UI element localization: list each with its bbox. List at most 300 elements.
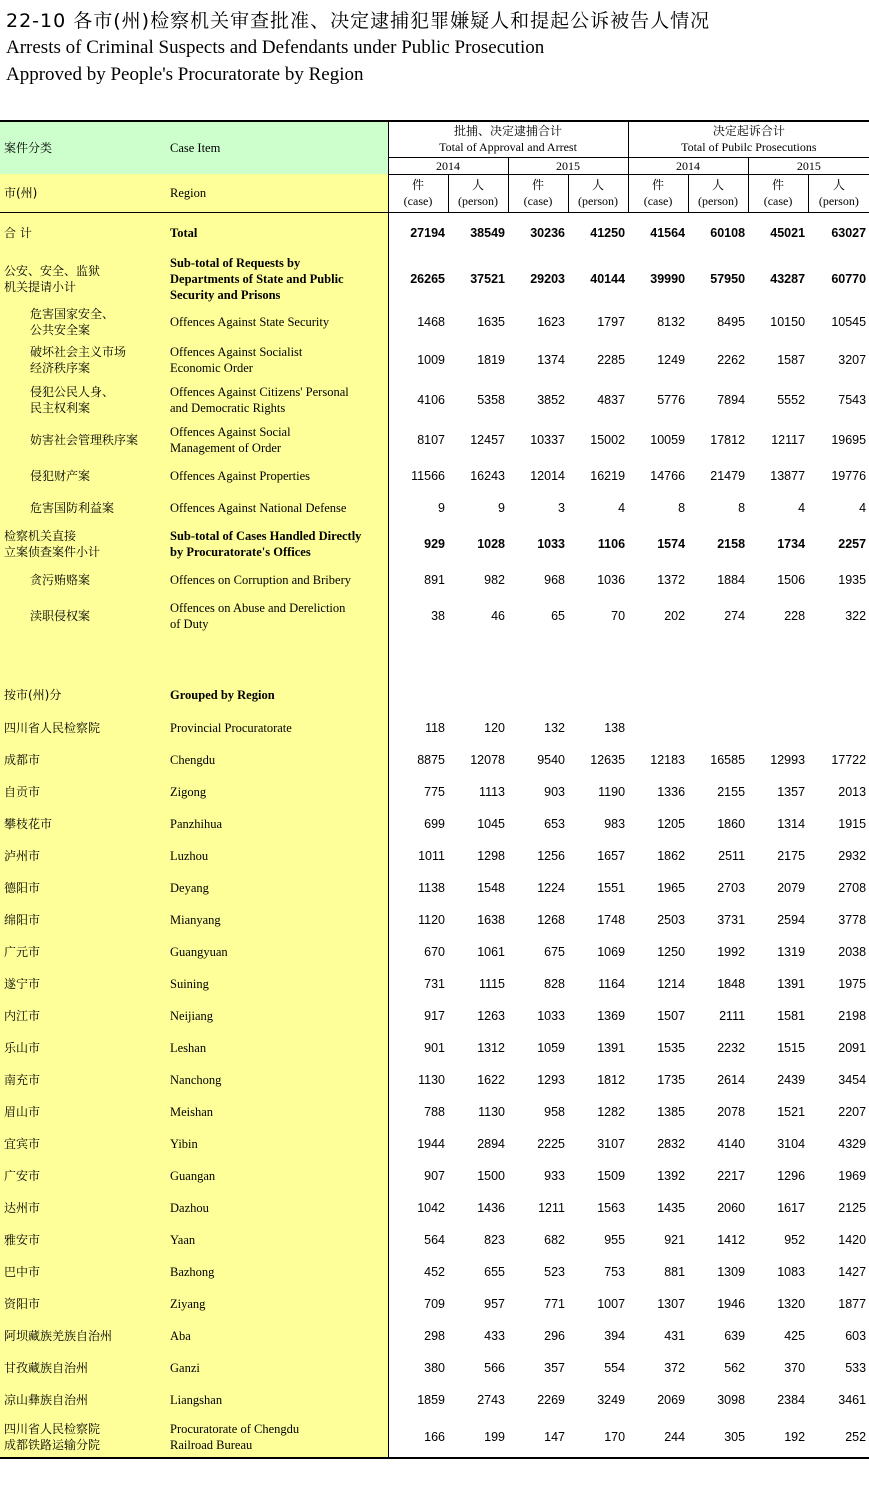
row-label-en: Guangan <box>166 1160 388 1192</box>
table-cell: 1944 <box>388 1128 448 1160</box>
table-cell: 1205 <box>657 817 686 831</box>
table-cell: 3 <box>558 501 565 515</box>
row-label-zh: 攀枝花市 <box>0 808 166 840</box>
table-cell: 170 <box>568 1416 628 1458</box>
table-cell: 731 <box>388 968 448 1000</box>
table-cell: 1282 <box>597 1105 626 1119</box>
header-unit-case <box>748 174 808 212</box>
table-cell: 653 <box>544 817 565 831</box>
table-cell: 19695 <box>831 433 867 447</box>
table-cell: 1374 <box>537 353 565 367</box>
row-label-zh: 成都市 <box>0 744 166 776</box>
table-cell: 952 <box>784 1233 806 1247</box>
table-cell: 2594 <box>777 913 806 927</box>
table-cell: 38 <box>388 596 448 636</box>
table-cell: 2125 <box>838 1201 867 1215</box>
table-cell: 753 <box>604 1265 626 1279</box>
row-label-en: Provincial Procuratorate <box>166 712 388 744</box>
table-cell: 60770 <box>831 272 867 286</box>
table-cell: 1935 <box>838 573 867 587</box>
table-cell: 40144 <box>590 272 626 286</box>
header-case-item-en: Case Item <box>166 121 388 174</box>
table-cell: 771 <box>544 1297 565 1311</box>
table-cell: 30236 <box>530 226 565 241</box>
table-cell: 2932 <box>838 849 867 863</box>
table-cell: 9 <box>388 492 448 524</box>
table-row <box>0 1032 869 1064</box>
table-cell: 533 <box>845 1361 867 1375</box>
table-cell: 1734 <box>777 537 806 551</box>
row-label-en: Offences Against State Security <box>166 304 388 340</box>
table-row <box>0 1224 869 1256</box>
row-label-en: Offences Against Socialist Economic Order <box>166 340 388 380</box>
row-label-zh: 甘孜藏族自治州 <box>0 1352 166 1384</box>
table-row <box>0 776 869 808</box>
table-cell: 1130 <box>478 1105 505 1119</box>
table-cell: 452 <box>388 1256 448 1288</box>
table-cell: 1312 <box>477 1041 505 1055</box>
table-cell: 8 <box>738 501 746 515</box>
table-cell: 12993 <box>770 753 806 767</box>
table-cell: 1435 <box>657 1201 686 1215</box>
table-row <box>0 1096 869 1128</box>
row-label-en: Guangyuan <box>166 936 388 968</box>
table-cell: 1130 <box>388 1064 448 1096</box>
table-cell: 199 <box>448 1416 508 1458</box>
header-region-en: Region <box>166 174 388 212</box>
table-cell: 2111 <box>719 1009 746 1023</box>
header-region-zh: 市(州) <box>0 174 166 212</box>
table-cell: 1296 <box>777 1169 806 1183</box>
table-cell <box>448 678 508 712</box>
table-cell: 2503 <box>657 913 686 927</box>
table-row <box>0 1320 869 1352</box>
table-cell: 5776 <box>657 393 686 407</box>
table-header <box>0 121 869 212</box>
table-cell: 1969 <box>838 1169 867 1183</box>
row-label-zh: 四川省人民检察院 <box>0 712 166 744</box>
table-cell <box>808 712 869 744</box>
table-cell: 2269 <box>537 1393 565 1407</box>
table-cell: 1385 <box>657 1105 686 1119</box>
table-row <box>0 636 869 678</box>
header-group-prosecution-en: Total of Pubilc Prosecutions <box>681 140 817 155</box>
table-cell: 1115 <box>479 977 505 991</box>
table-cell: 12014 <box>530 469 565 483</box>
table-cell: 1028 <box>477 537 505 551</box>
table-cell: 202 <box>664 609 686 623</box>
row-label-zh: 绵阳市 <box>0 904 166 936</box>
table-cell: 554 <box>604 1361 626 1375</box>
table-cell: 8 <box>678 501 686 515</box>
row-label-en: Meishan <box>166 1096 388 1128</box>
table-cell: 3461 <box>838 1393 867 1407</box>
table-cell: 10545 <box>831 315 867 329</box>
table-title-zh: 22-10 各市(州)检察机关审查批准、决定逮捕犯罪嫌疑人和提起公诉被告人情况 <box>6 10 711 32</box>
table-cell: 1965 <box>657 881 686 895</box>
table-cell: 13877 <box>770 469 806 483</box>
header-unit-case <box>628 174 688 212</box>
table-cell: 12078 <box>470 753 505 767</box>
table-cell: 1946 <box>717 1297 746 1311</box>
table-cell: 1581 <box>777 1009 806 1023</box>
table-row <box>0 1000 869 1032</box>
row-label-zh: 危害国家安全、 公共安全案 <box>0 304 166 340</box>
table-cell: 39990 <box>650 272 686 286</box>
table-row <box>0 304 869 340</box>
table-cell: 2832 <box>657 1137 686 1151</box>
table-cell: 19776 <box>831 469 867 483</box>
table-cell: 4 <box>798 501 806 515</box>
table-cell: 1622 <box>477 1073 505 1087</box>
table-cell: 1120 <box>388 904 448 936</box>
table-cell <box>808 636 869 678</box>
table-cell: 431 <box>664 1329 686 1343</box>
table-cell: 10150 <box>770 315 806 329</box>
table-cell: 2257 <box>838 537 867 551</box>
table-row <box>0 340 869 380</box>
row-label-en: Dazhou <box>166 1192 388 1224</box>
table-cell: 9 <box>498 501 505 515</box>
table-cell: 929 <box>388 524 448 564</box>
table-cell: 1521 <box>777 1105 806 1119</box>
header-group-prosecution-zh: 决定起诉合计 <box>712 124 785 139</box>
table-cell: 1735 <box>657 1073 686 1087</box>
table-cell: 394 <box>604 1329 626 1343</box>
table-cell: 955 <box>604 1233 626 1247</box>
table-cell <box>388 636 448 678</box>
row-label-zh: 检察机关直接 立案侦查案件小计 <box>0 524 166 564</box>
table-cell: 1263 <box>477 1009 505 1023</box>
table-cell: 1436 <box>477 1201 505 1215</box>
row-label-zh: 遂宁市 <box>0 968 166 1000</box>
table-cell: 1164 <box>598 977 626 991</box>
table-cell: 566 <box>484 1361 505 1375</box>
table-cell: 1250 <box>657 945 686 959</box>
row-label-en: Bazhong <box>166 1256 388 1288</box>
table-cell: 274 <box>724 609 746 623</box>
table-cell: 138 <box>604 721 626 735</box>
header-unit-person-zh: 人 <box>471 178 484 192</box>
row-label-zh: 内江市 <box>0 1000 166 1032</box>
row-label-en: Total <box>166 212 388 254</box>
header-unit-case-en: (case) <box>763 194 793 208</box>
table-cell: 1036 <box>597 573 626 587</box>
table-cell: 4 <box>859 501 867 515</box>
row-label-zh: 凉山彝族自治州 <box>0 1384 166 1416</box>
table-cell: 70 <box>611 609 626 623</box>
table-cell: 1320 <box>777 1297 806 1311</box>
table-cell: 12635 <box>590 753 626 767</box>
table-cell <box>688 712 748 744</box>
table-cell: 2013 <box>838 785 867 799</box>
table-cell: 1298 <box>477 849 505 863</box>
table-cell: 65 <box>551 609 565 623</box>
table-cell: 433 <box>484 1329 505 1343</box>
table-cell: 3249 <box>597 1393 626 1407</box>
table-cell: 881 <box>664 1265 686 1279</box>
table-cell: 5552 <box>777 393 806 407</box>
header-unit-person-zh: 人 <box>832 178 845 192</box>
table-cell: 968 <box>544 573 565 587</box>
table-cell: 10337 <box>530 433 565 447</box>
table-cell: 1515 <box>777 1041 806 1055</box>
table-cell: 8875 <box>388 744 448 776</box>
table-cell: 192 <box>748 1416 808 1458</box>
row-label-en: Panzhihua <box>166 808 388 840</box>
table-row <box>0 596 869 636</box>
table-cell <box>568 636 628 678</box>
row-label-en: Offences Against Citizens' Personal and Democratic Rights <box>166 380 388 420</box>
table-cell: 2069 <box>657 1393 686 1407</box>
table-cell: 1812 <box>597 1073 626 1087</box>
row-label-en: Mianyang <box>166 904 388 936</box>
table-cell: 1357 <box>777 785 806 799</box>
table-cell: 1468 <box>388 304 448 340</box>
table-cell: 372 <box>664 1361 686 1375</box>
row-label-en: Grouped by Region <box>166 678 388 712</box>
table-cell: 903 <box>544 785 565 799</box>
table-cell <box>568 678 628 712</box>
table-cell: 16585 <box>710 753 746 767</box>
row-label-en: Luzhou <box>166 840 388 872</box>
header-unit-case-en: (case) <box>523 194 553 208</box>
table-cell: 1877 <box>838 1297 867 1311</box>
header-unit-person-en: (person) <box>818 194 859 208</box>
table-cell: 1083 <box>777 1265 806 1279</box>
table-cell: 4837 <box>597 393 626 407</box>
table-row <box>0 380 869 420</box>
table-cell: 670 <box>388 936 448 968</box>
header-group-arrest-en: Total of Approval and Arrest <box>439 140 577 155</box>
header-group-arrest <box>388 121 628 157</box>
table-cell: 1069 <box>597 945 626 959</box>
table-cell: 2175 <box>777 849 806 863</box>
table-cell: 1256 <box>537 849 565 863</box>
table-title-en-line2: Approved by People's Procuratorate by Region <box>6 64 364 85</box>
table-cell <box>628 678 688 712</box>
table-cell: 1617 <box>777 1201 806 1215</box>
table-cell: 1314 <box>777 817 806 831</box>
table-row <box>0 678 869 712</box>
table-row <box>0 1416 869 1458</box>
table-cell: 38549 <box>470 226 505 241</box>
table-cell <box>748 636 808 678</box>
table-cell: 252 <box>808 1416 869 1458</box>
table-cell: 2439 <box>777 1073 806 1087</box>
table-cell: 41250 <box>590 226 626 241</box>
table-cell: 1819 <box>477 353 505 367</box>
table-cell: 2225 <box>537 1137 565 1151</box>
table-row <box>0 936 869 968</box>
table-cell: 1293 <box>537 1073 565 1087</box>
row-label-en: Leshan <box>166 1032 388 1064</box>
header-unit-case-zh: 件 <box>411 178 424 192</box>
table-cell: 46 <box>491 609 505 623</box>
table-cell: 118 <box>388 712 448 744</box>
table-row <box>0 460 869 492</box>
row-label-en: Procuratorate of Chengdu Railroad Bureau <box>166 1416 388 1458</box>
table-cell <box>508 678 568 712</box>
table-cell <box>388 678 448 712</box>
header-unit-person <box>808 174 869 212</box>
table-cell: 4 <box>618 501 626 515</box>
table-cell: 2217 <box>717 1169 746 1183</box>
table-cell: 2703 <box>717 881 746 895</box>
table-cell: 37521 <box>470 272 505 286</box>
table-cell: 2079 <box>777 881 806 895</box>
table-cell: 357 <box>544 1361 565 1375</box>
table-cell: 10059 <box>650 433 686 447</box>
table-cell: 901 <box>388 1032 448 1064</box>
row-label-en: Offences Against Social Management of Order <box>166 420 388 460</box>
table-cell: 982 <box>484 573 505 587</box>
row-label-zh: 阿坝藏族羌族自治州 <box>0 1320 166 1352</box>
table-row <box>0 904 869 936</box>
table-cell: 9540 <box>537 753 565 767</box>
table-cell: 7543 <box>838 393 867 407</box>
row-label-en: Zigong <box>166 776 388 808</box>
table-cell: 1007 <box>597 1297 626 1311</box>
table-cell: 3107 <box>597 1137 626 1151</box>
table-cell: 228 <box>784 609 806 623</box>
table-cell: 4140 <box>717 1137 746 1151</box>
row-label-zh: 四川省人民检察院 成都铁路运输分院 <box>0 1416 166 1458</box>
header-unit-person-en: (person) <box>458 194 498 208</box>
row-label-zh: 侵犯公民人身、 民主权利案 <box>0 380 166 420</box>
row-label-en: Liangshan <box>166 1384 388 1416</box>
table-cell: 1042 <box>388 1192 448 1224</box>
header-unit-case-zh: 件 <box>652 178 665 192</box>
table-cell: 1848 <box>717 977 746 991</box>
table-cell: 1224 <box>537 881 565 895</box>
table-cell <box>628 712 688 744</box>
table-cell: 244 <box>628 1416 688 1458</box>
table-cell: 1009 <box>388 340 448 380</box>
header-unit-case-zh: 件 <box>531 178 544 192</box>
table-cell: 3778 <box>838 913 867 927</box>
table-cell: 380 <box>388 1352 448 1384</box>
table-cell: 8495 <box>717 315 746 329</box>
table-cell: 322 <box>845 609 867 623</box>
table-cell: 1307 <box>657 1297 686 1311</box>
table-cell: 21479 <box>710 469 746 483</box>
table-cell <box>808 678 869 712</box>
table-cell <box>748 678 808 712</box>
header-unit-case-zh: 件 <box>772 178 785 192</box>
table-cell: 7894 <box>717 393 746 407</box>
row-label-zh: 破坏社会主义市场 经济秩序案 <box>0 340 166 380</box>
table-cell: 1369 <box>597 1009 626 1023</box>
row-label-zh: 合 计 <box>0 212 166 254</box>
table-cell: 1860 <box>717 817 746 831</box>
table-cell: 2708 <box>838 881 867 895</box>
table-cell: 1427 <box>838 1265 867 1279</box>
table-cell: 3454 <box>838 1073 867 1087</box>
table-cell: 2384 <box>777 1393 806 1407</box>
row-label-zh: 广元市 <box>0 936 166 968</box>
table-cell: 1336 <box>657 785 686 799</box>
table-cell: 2232 <box>717 1041 746 1055</box>
table-cell: 29203 <box>530 272 565 286</box>
header-case-item-zh: 案件分类 <box>0 121 166 174</box>
table-row <box>0 492 869 524</box>
table-cell: 1113 <box>479 785 505 799</box>
row-label-zh: 公安、安全、监狱 机关提请小计 <box>0 254 166 304</box>
table-cell: 1391 <box>597 1041 626 1055</box>
table-cell: 370 <box>784 1361 806 1375</box>
table-cell: 1309 <box>717 1265 746 1279</box>
table-cell: 1033 <box>537 537 565 551</box>
table-cell: 1214 <box>657 977 686 991</box>
row-label-zh: 巴中市 <box>0 1256 166 1288</box>
table-row <box>0 840 869 872</box>
table-row <box>0 212 869 254</box>
table-cell: 655 <box>484 1265 505 1279</box>
table-cell: 1563 <box>597 1201 626 1215</box>
table-body <box>0 212 869 1458</box>
table-cell: 45021 <box>770 226 806 241</box>
table-cell: 1138 <box>388 872 448 904</box>
table-row <box>0 712 869 744</box>
row-label-zh <box>0 636 166 678</box>
table-cell: 828 <box>544 977 565 991</box>
table-cell <box>748 712 808 744</box>
row-label-en: Deyang <box>166 872 388 904</box>
table-cell: 12117 <box>771 433 806 447</box>
table-row <box>0 872 869 904</box>
row-label-en <box>166 636 388 678</box>
header-unit-person <box>568 174 628 212</box>
table-cell: 675 <box>544 945 565 959</box>
table-cell: 1635 <box>477 315 505 329</box>
table-row <box>0 1352 869 1384</box>
table-cell: 1623 <box>537 315 565 329</box>
table-cell: 639 <box>724 1329 746 1343</box>
row-label-en: Offences on Corruption and Bribery <box>166 564 388 596</box>
header-year-2014-b: 2014 <box>628 157 748 174</box>
table-cell: 1992 <box>717 945 746 959</box>
table-cell: 709 <box>388 1288 448 1320</box>
table-cell <box>448 636 508 678</box>
table-cell: 921 <box>664 1233 686 1247</box>
row-label-zh: 渎职侵权案 <box>0 596 166 636</box>
header-unit-person-zh: 人 <box>712 178 725 192</box>
table-row <box>0 254 869 304</box>
row-label-zh: 南充市 <box>0 1064 166 1096</box>
table-cell: 17812 <box>710 433 746 447</box>
row-label-en: Yibin <box>166 1128 388 1160</box>
table-cell: 16243 <box>470 469 505 483</box>
table-cell: 11566 <box>388 460 448 492</box>
row-label-zh: 妨害社会管理秩序案 <box>0 420 166 460</box>
table-cell: 3731 <box>717 913 746 927</box>
row-label-zh: 达州市 <box>0 1192 166 1224</box>
table-row <box>0 744 869 776</box>
table-cell: 958 <box>544 1105 565 1119</box>
table-cell <box>628 636 688 678</box>
table-row <box>0 1064 869 1096</box>
row-label-zh: 泸州市 <box>0 840 166 872</box>
table-cell: 298 <box>388 1320 448 1352</box>
table-row <box>0 1192 869 1224</box>
row-label-en: Nanchong <box>166 1064 388 1096</box>
row-label-zh: 乐山市 <box>0 1032 166 1064</box>
row-label-zh: 德阳市 <box>0 872 166 904</box>
header-group-arrest-zh: 批捕、决定逮捕合计 <box>454 124 563 139</box>
table-cell: 14766 <box>650 469 686 483</box>
table-cell: 120 <box>484 721 505 735</box>
